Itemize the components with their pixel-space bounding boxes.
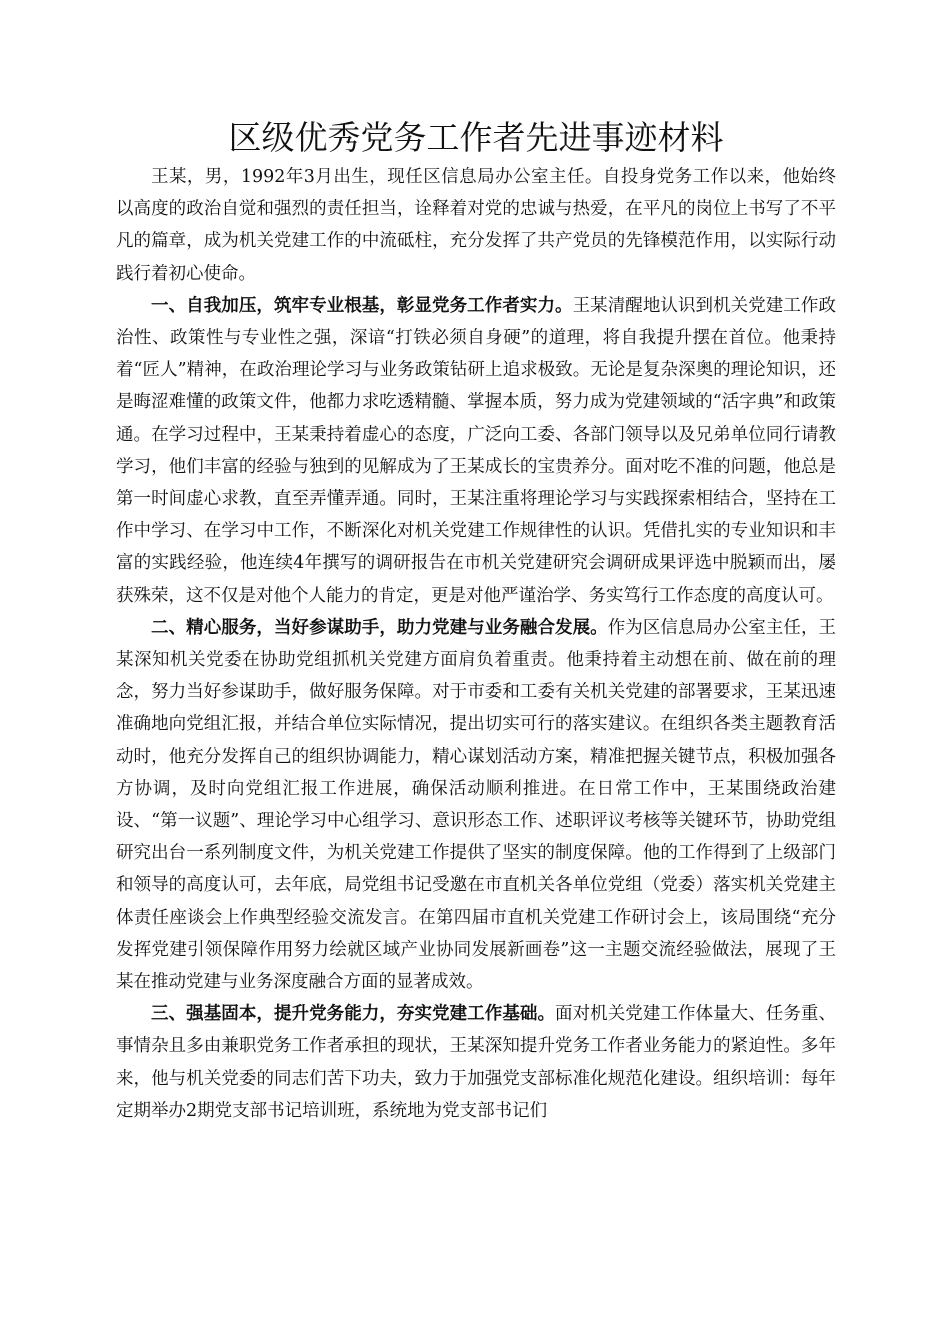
paragraph-section-2 [116, 612, 836, 998]
paragraph-section-1 [116, 290, 836, 612]
document-title: 区级优秀党务工作者先进事迹材料 [228, 118, 724, 157]
paragraph-section-3 [116, 998, 836, 1127]
paragraph-text: 王某，男，1992年3月出生，现任区信息局办公室主任。自投身党务工作以来，他始终以高度的政治自觉和强烈的责任担当，诠释着对党的忠诚与热爱，在平凡的岗位上书写了不平凡的篇章，成为机关党建工作的中流砥柱，充分发挥了共产党员的先锋模范作用，以实际行动践行着初心使命。 [116, 167, 836, 284]
paragraph-heading: 二、精心服务，当好参谋助手，助力党建与业务融合发展。 [151, 617, 608, 638]
paragraph-text: 面对机关党建工作体量大、任务重、事情杂且多由兼职党务工作者承担的现状，王某深知提升党务工作者业务能力的紧迫性。多年来，他与机关党委的同志们苦下功夫，致力于加强党支部标准化规范化建设。组织培训：每年定期举办2期党支部书记培训班，系统地为党支部书记们 [116, 1004, 837, 1121]
paragraph-text: 作为区信息局办公室主任，王某深知机关党委在协助党组抓机关党建方面肩负着重责。他秉持着主动想在前、做在前的理念，努力当好参谋助手，做好服务保障。对于市委和工委有关机关党建的部署要求，王某迅速准确地向党组汇报，并结合单位实际情况，提出切实可行的落实建议。在组织各类主题教育活动时，他充分发挥自己的组织协调能力，精心谋划活动方案，精准把握关键节点，积极加强各方协调，及时向党组汇报工作进展，确保活动顺利推进。在日常工作中，王某围绕政治建设、“第一议题”、理论学习中心组学习、意识形态工作、述职评议考核等关键环节，协助党组研究出台一系列制度文件，为机关党建工作提供了坚实的制度保障。他的工作得到了上级部门和领导的高度认可，去年底，局党组书记受邀在市直机关各单位党组（党委）落实机关党建主体责任座谈会上作典型经验交流发言。在第四届市直机关党建工作研讨会上，该局围绕“充分发挥党建引领保障作用努力绘就区域产业协同发展新画卷”这一主题交流经验做法，展现了王某在推动党建与业务深度融合方面的显著成效。 [116, 617, 837, 993]
document-body [116, 161, 836, 1127]
paragraph-text: 王某清醒地认识到机关党建工作政治性、政策性与专业性之强，深谙“打铁必须自身硬”的道理，将自我提升摆在首位。他秉持着“匠人”精神，在政治理论学习与业务政策钻研上追求极致。无论是复杂深奥的理论知识，还是晦涩难懂的政策文件，他都力求吃透精髓、掌握本质，努力成为党建领域的“活字典”和政策通。在学习过程中，王某秉持着虚心的态度，广泛向工委、各部门领导以及兄弟单位同行请教学习，他们丰富的经验与独到的见解成为了王某成长的宝贵养分。面对吃不准的问题，他总是第一时间虚心求教，直至弄懂弄通。同时，王某注重将理论学习与实践探索相结合，坚持在工作中学习、在学习中工作，不断深化对机关党建工作规律性的认识。凭借扎实的专业知识和丰富的实践经验，他连续4年撰写的调研报告在市机关党建研究会调研成果评选中脱颖而出，屡获殊荣，这不仅是对他个人能力的肯定，更是对他严谨治学、务实笃行工作态度的高度认可。 [116, 295, 836, 606]
paragraph-heading: 三、强基固本，提升党务能力，夯实党建工作基础。 [151, 1004, 556, 1025]
paragraph-heading: 一、自我加压，筑牢专业根基，彰显党务工作者实力。 [151, 295, 573, 316]
paragraph-intro [116, 161, 836, 290]
